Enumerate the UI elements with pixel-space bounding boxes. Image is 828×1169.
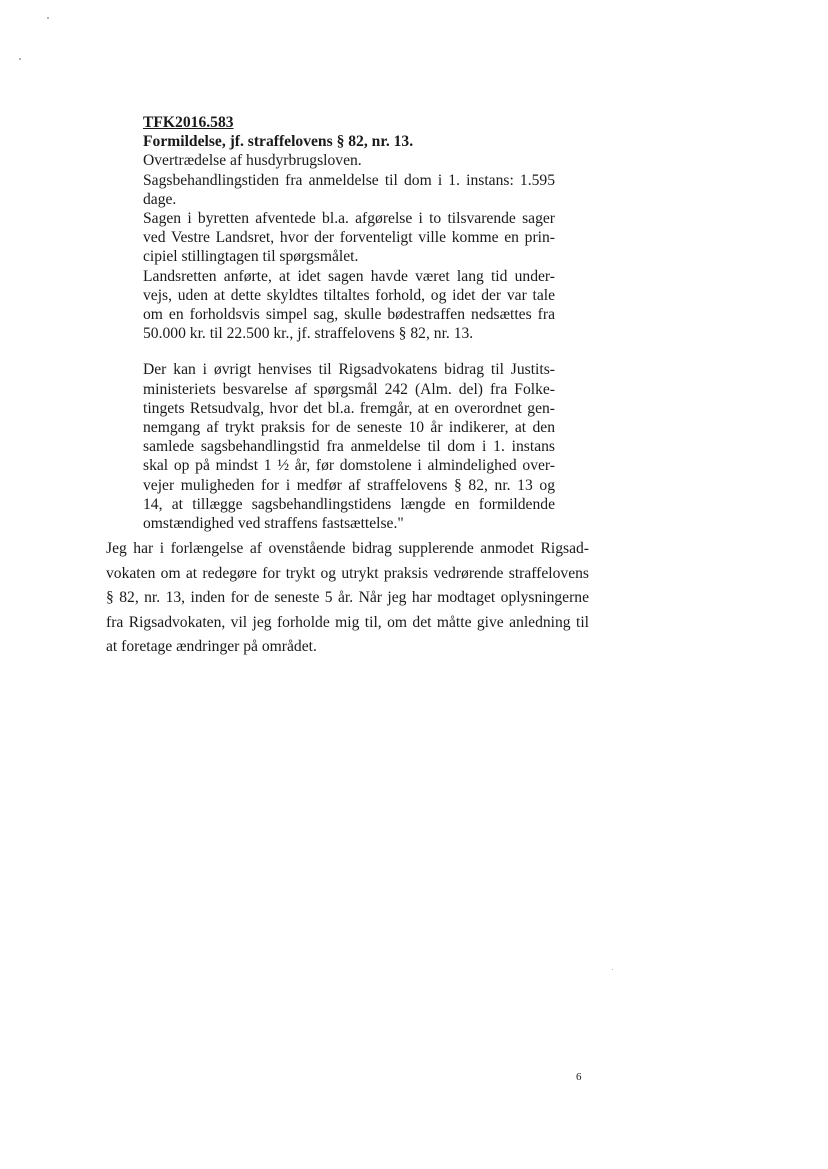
quote-line: omstændighed ved straffens fastsættelse." (143, 515, 404, 533)
quote-line: Landsretten anførte, at idet sagen havde været lang tid under- (143, 267, 555, 285)
quote-line: samlede sagsbehandlingstid fra anmeldelse til dom i 1. instans (143, 438, 555, 456)
quote-line: vejs, uden at dette skyldtes tiltaltes forhold, og idet der var tale (143, 286, 555, 304)
body-line: § 82, nr. 13, inden for de seneste 5 år. Når jeg har modtaget oplysningerne (106, 589, 589, 607)
quote-line: Sagsbehandlingstiden fra anmeldelse til dom i 1. instans: 1.595 (143, 171, 555, 189)
paragraph-gap (143, 343, 555, 360)
scan-speck (47, 17, 49, 19)
quote-line: Overtrædelse af husdyrbrugsloven. (143, 152, 362, 170)
quote-line: cipiel stillingtagen til spørgsmålet. (143, 248, 359, 266)
quote-line: dage. (143, 190, 177, 208)
case-reference: TFK2016.583 (143, 114, 234, 131)
quote-line: Sagen i byretten afventede bl.a. afgørelse i to tilsvarende sager (143, 210, 555, 228)
quoted-case-excerpt (143, 113, 555, 533)
scan-speck (612, 969, 613, 970)
quote-line: vejer muligheden for i medfør af straffelovens § 82, nr. 13 og (143, 476, 555, 494)
scan-speck (19, 58, 21, 60)
quote-line: 14, at tillægge sagsbehandlingstidens længde en formildende (143, 495, 555, 513)
quote-line: tingets Retsudvalg, hvor det bl.a. fremgår, at en overordnet gen- (143, 399, 555, 417)
quote-line: ved Vestre Landsret, hvor der forventeligt ville komme en prin- (143, 229, 555, 247)
quote-line: ministeriets besvarelse af spørgsmål 242 (Alm. del) fra Folke- (143, 380, 555, 398)
body-line: Jeg har i forlængelse af ovenstående bidrag supplerende anmodet Rigsad- (106, 540, 589, 557)
quote-line: om en forholdsvis simpel sag, skulle bødestraffen nedsættes fra (143, 306, 555, 324)
page-number: 6 (576, 1071, 582, 1083)
quote-line: nemgang af trykt praksis for de seneste 10 år indikerer, at den (143, 419, 555, 437)
quote-line: skal op på mindst 1 ½ år, før domstolene i almindelighed over- (143, 457, 555, 475)
case-heading: Formildelse, jf. straffelovens § 82, nr. 13. (143, 133, 414, 151)
body-line: at foretage ændringer på området. (106, 638, 317, 656)
quote-line: 50.000 kr. til 22.500 kr., jf. straffelovens § 82, nr. 13. (143, 325, 474, 343)
body-line: vokaten om at redegøre for trykt og utrykt praksis vedrørende straffelovens (106, 564, 589, 582)
body-paragraph (106, 537, 589, 660)
quote-line: Der kan i øvrigt henvises til Rigsadvokatens bidrag til Justits- (143, 361, 555, 379)
body-line: fra Rigsadvokaten, vil jeg forholde mig til, om det måtte give anledning til (106, 613, 589, 631)
